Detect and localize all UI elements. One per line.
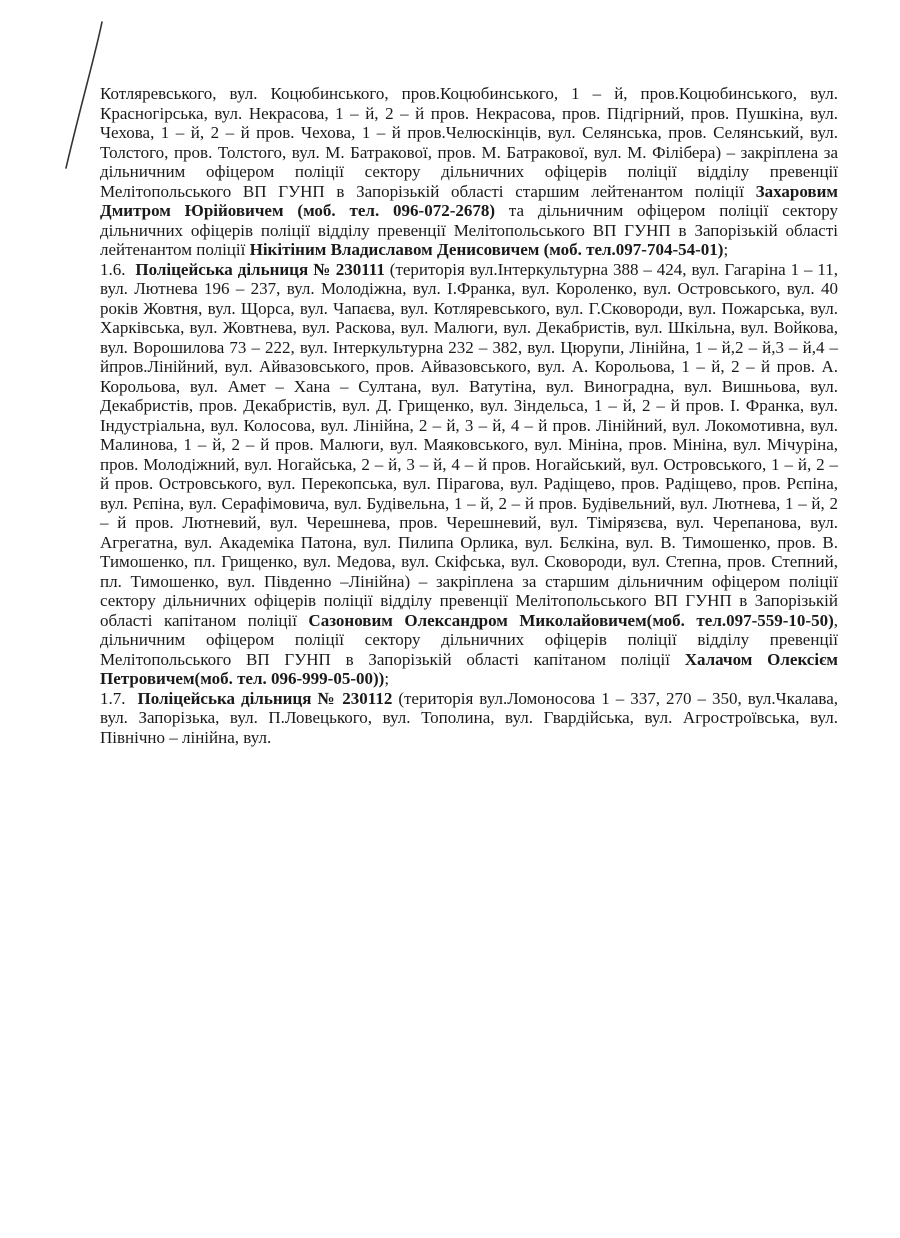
section-1-6 — [100, 260, 838, 689]
section-1-7-title: Поліцейська дільниця № 230112 — [137, 688, 393, 708]
section-1-5-continuation — [100, 84, 838, 260]
section-1-6-text: (територія вул.Інтеркультурна 388 – 424, вул. Гагаріна 1 – 11, вул. Лютнева 196 – 237, вул. Молодіжна, вул. І.Франка, вул. Короленко, вул. Островського, вул. 40 років Жовтня, вул. Щорса, вул. Чапаєва, вул. Котляревського, вул. Г.Сковороди, вул. Пожарська, вул. Харківська, вул. Жовтнева, вул. Раскова, вул. Малюги, вул. Декабристів, вул. Шкільна, вул. Войкова, вул. Ворошилова 73 – 222, вул. Інтеркультурна 232 – 382, вул. Цюрупи, Лінійна, 1 – й,2 – й,3 – й,4 – йпров.Лінійний, вул. Айвазовського, пров. Айвазовського, вул. А. Корольова, 1 – й, 2 – й пров. А. Корольова, вул. Амет – Хана – Султана, вул. Ватутіна, вул. Виноградна, вул. Вишньова, вул. Декабристів, пров. Декабристів, вул. Д. Грищенко, вул. Зіндельса, 1 – й, 2 – й пров. І. Франка, вул. Індустріальна, вул. Колосова, вул. Лінійна, 2 – й, 3 – й, 4 – й пров. Лінійний, вул. Локомотивна, вул. Малинова, 1 – й, 2 – й пров. Малюги, вул. Маяковського, вул. Мініна, пров. Мініна, вул. Мічуріна, пров. Молодіжний, вул. Ногайська, 2 – й, 3 – й, 4 – й пров. Ногайський, вул. Островського, 1 – й, 2 – й пров. Островського, вул. Перекопська, вул. Пірагова, вул. Радіщево, пров. Радіщево, пров. Рєпіна, вул. Рєпіна, вул. Серафімовича, вул. Будівельна, 1 – й, 2 – й пров. Будівельний, вул. Лютнева, 1 – й, 2 – й пров. Лютневий, вул. Черешнева, пров. Черешневий, вул. Тімірязєва, вул. Черепанова, вул. Агрегатна, вул. Академіка Патона, вул. Пилипа Орлика, вул. Бєлкіна, вул. В. Тимошенко, пров. В. Тимошенко, пл. Грищенко, вул. Медова, вул. Скіфська, вул. Сковороди, вул. Степна, пров. Степний, пл. Тимошенко, вул. Південно –Лінійна) – закріплена за старшим дільничним офіцером поліції сектору дільничних офіцерів поліції відділу превенції Мелітопольського ВП ГУНП в Запорізькій області капітаном поліції — [100, 259, 839, 630]
section-1-7-number: 1.7. — [100, 688, 126, 708]
section-1-5-officer-2: Нікітіним Владиславом Денисовичем (моб. тел.097-704-54-01) — [249, 240, 724, 259]
section-1-5-end: ; — [723, 240, 729, 259]
section-1-6-officer-2: Халачом Олексієм Петровичем(моб. тел. 096-999-05-00)) — [100, 649, 839, 688]
section-1-6-text-2: , дільничним офіцером поліції сектору дільничних офіцерів поліції відділу превенції Мелітопольського ВП ГУНП в Запорізькій області капітаном поліції — [100, 610, 838, 669]
section-1-7-text: (територія вул.Ломоносова 1 – 337, 270 – 350, вул.Чкалава, вул. Запорізька, вул. П.Ловецького, вул. Тополина, вул. Гвардійська, вул. Агростроївська, вул. Північно – лінійна, вул. — [100, 688, 839, 747]
section-1-6-end: ; — [384, 669, 390, 688]
section-1-6-officer-1: Сазоновим Олександром Миколайовичем(моб. тел.097-559-10-50) — [308, 610, 834, 630]
document-body — [100, 84, 838, 747]
section-1-5-text: Котляревського, вул. Коцюбинського, пров.Коцюбинського, 1 – й, пров.Коцюбинського, вул. Красногірська, вул. Некрасова, 1 – й, 2 – й пров. Некрасова, пров. Підгірний, пров. Пушкіна, вул. Чехова, 1 – й, 2 – й пров. Чехова, 1 – й пров.Челюскінців, вул. Селянська, пров. Селянський, вул. Толстого, пров. Толстого, вул. М. Батракової, пров. М. Батракової, вул. М. Філібера) – закріплена за дільничним офіцером поліції сектору дільничних офіцерів поліції відділу превенції Мелітопольського ВП ГУНП в Запорізькій області старшим лейтенантом поліції — [100, 84, 838, 201]
section-1-5-officer-1: Захаровим Дмитром Юрійовичем (моб. тел. 096-072-2678) — [100, 181, 838, 220]
section-1-5-text-2: та дільничним офіцером поліції сектору дільничних офіцерів поліції відділу превенції Мелітопольського ВП ГУНП в Запорізькій області лейтенантом поліції — [100, 201, 838, 259]
section-1-6-number: 1.6. — [100, 259, 126, 279]
section-1-7 — [100, 689, 838, 748]
section-1-6-title: Поліцейська дільниця № 230111 — [135, 259, 385, 279]
